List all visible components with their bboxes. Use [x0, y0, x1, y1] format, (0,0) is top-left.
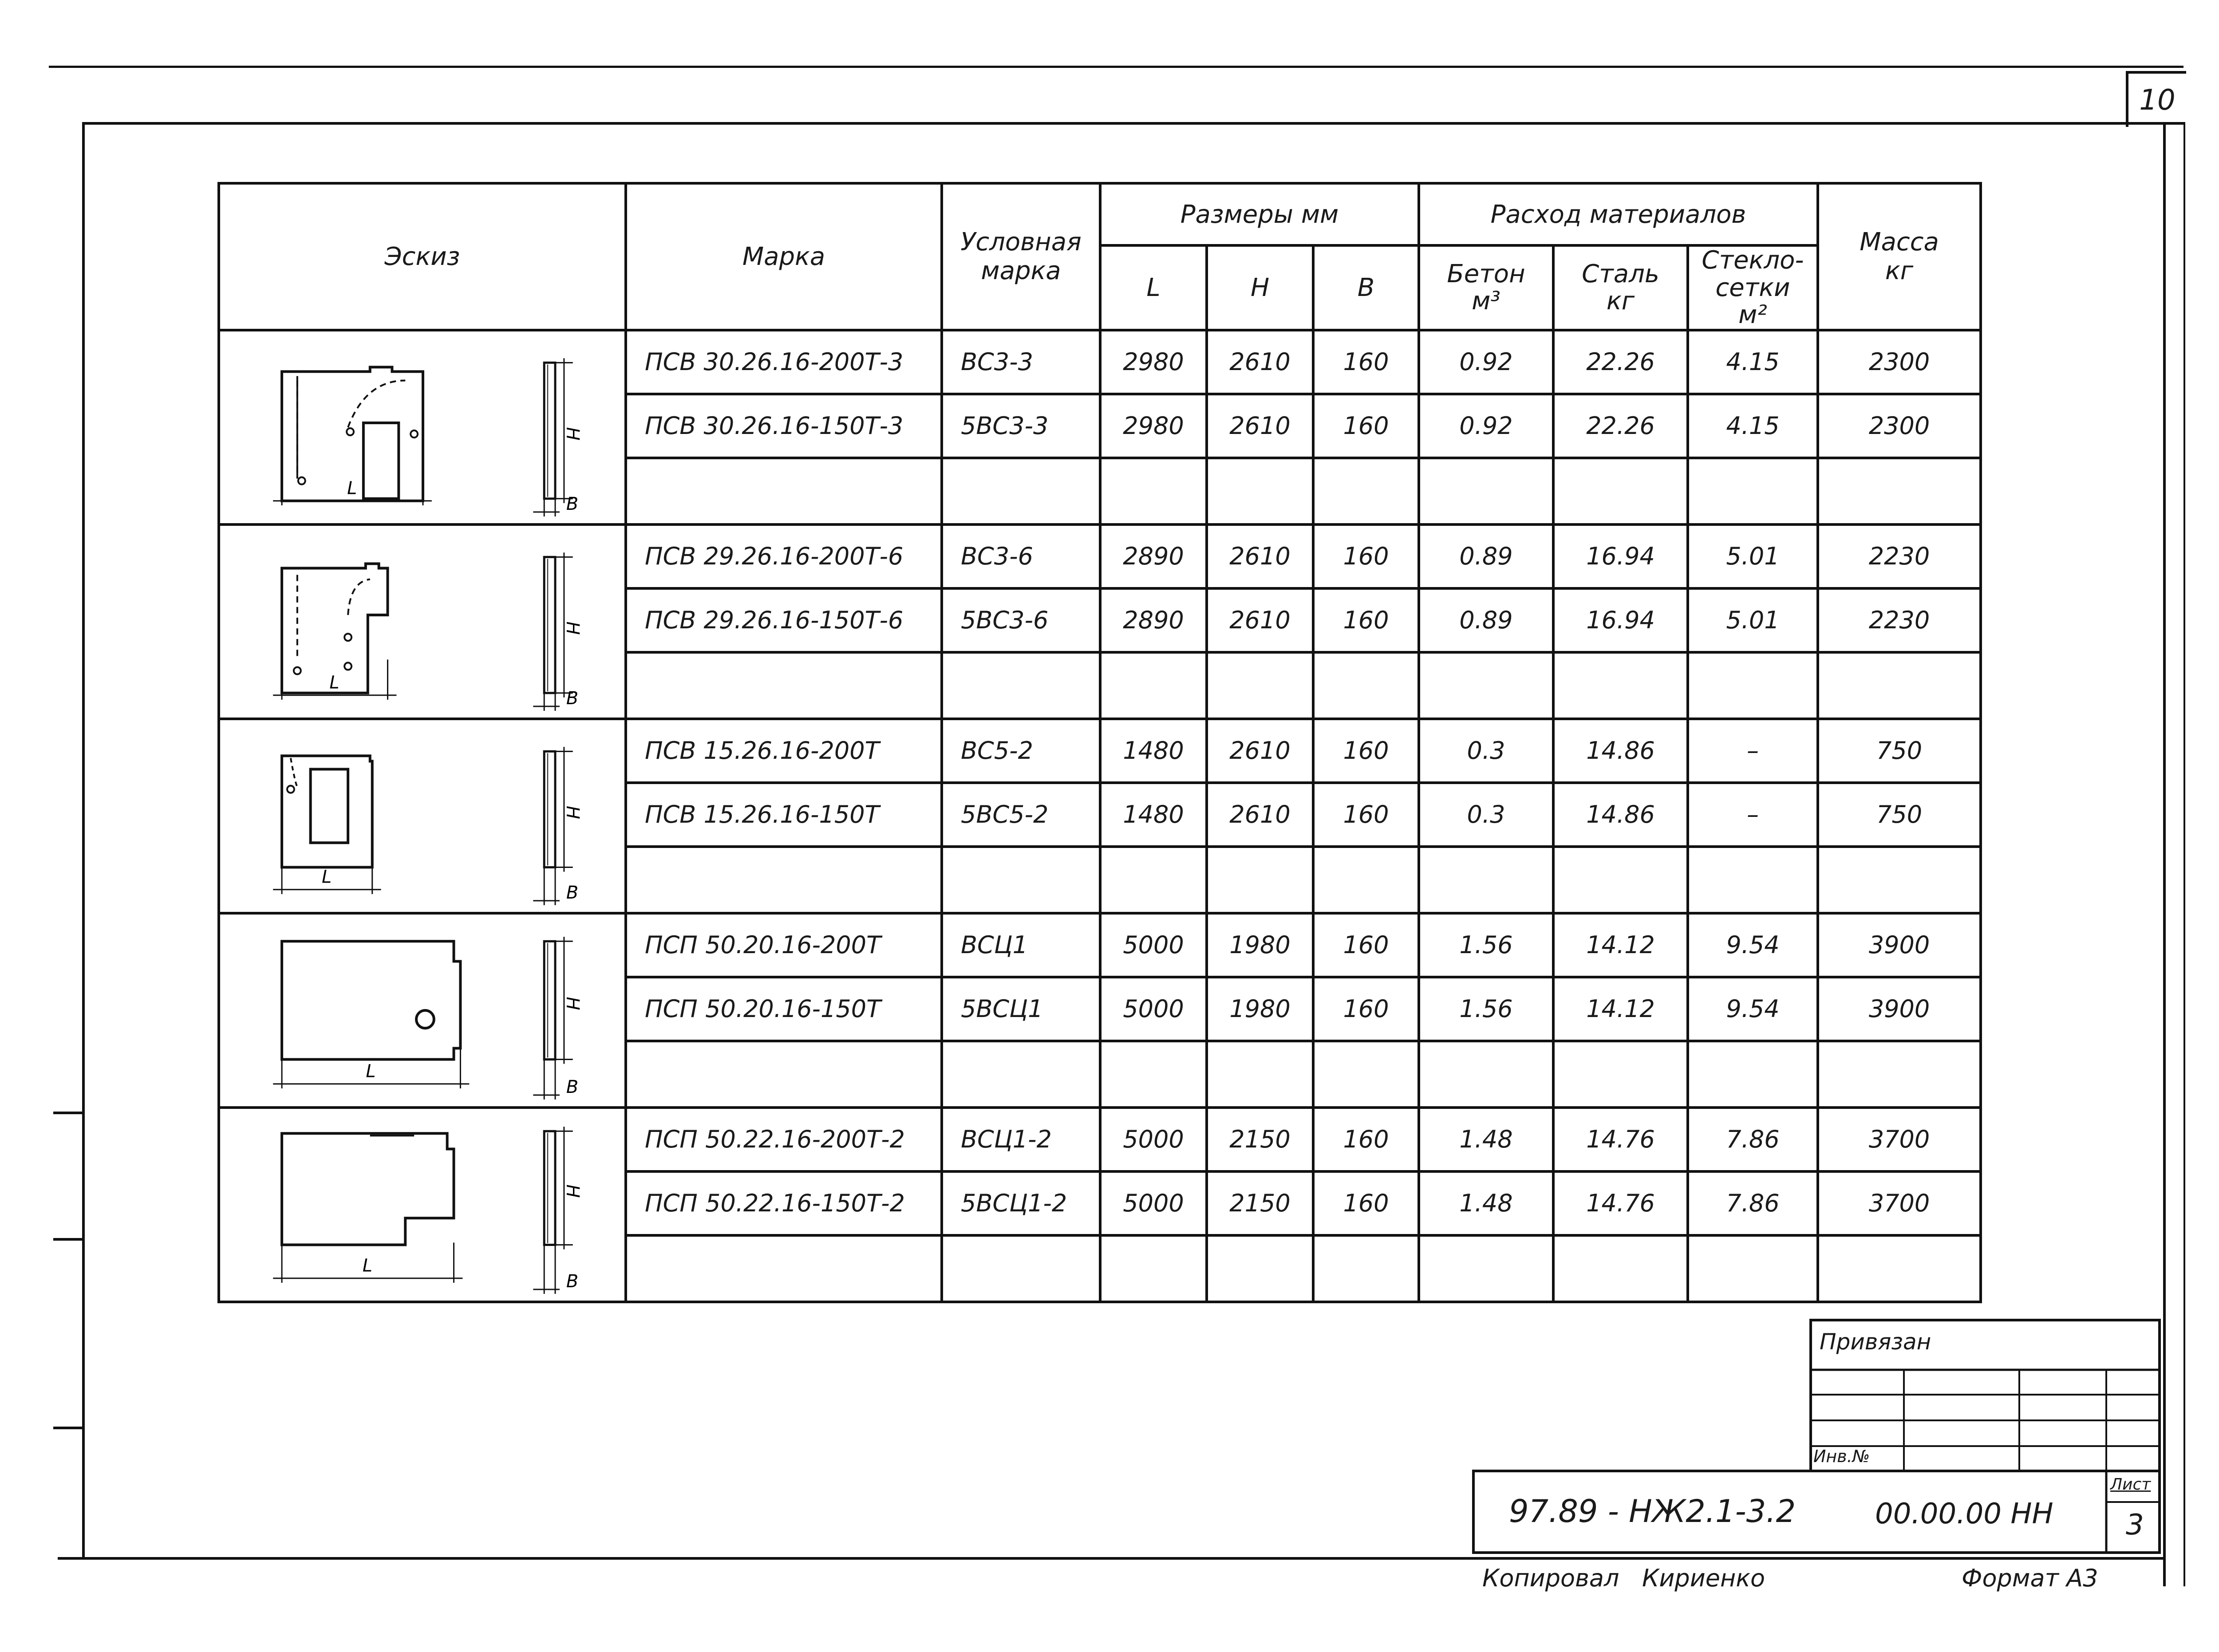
empty-cell — [1313, 847, 1419, 913]
empty-cell — [942, 652, 1100, 719]
empty-cell — [626, 1041, 942, 1108]
empty-cell — [1100, 652, 1207, 719]
top-edge-line — [49, 66, 2183, 68]
mark-cell: ПСВ 15.26.16-200Т — [626, 719, 942, 783]
empty-cell — [1419, 652, 1553, 719]
b-cell: 160 — [1313, 913, 1419, 977]
empty-cell — [1553, 1041, 1688, 1108]
mesh-cell: 9.54 — [1688, 977, 1818, 1041]
sketch-cell — [219, 524, 626, 719]
steel-cell: 14.86 — [1553, 783, 1688, 847]
l-cell: 2980 — [1100, 330, 1207, 394]
empty-cell — [1207, 652, 1313, 719]
table-row — [219, 1108, 1981, 1171]
stamp-doc-code: 97.89 - НЖ2.1-3.2 — [1509, 1493, 1796, 1530]
cond-cell: ВСЦ1 — [942, 913, 1100, 977]
sketch-label-b: B — [566, 493, 579, 514]
empty-cell — [1207, 1041, 1313, 1108]
empty-cell — [1313, 652, 1419, 719]
steel-cell: 14.12 — [1553, 977, 1688, 1041]
stamp-sheet-label: Лист — [2110, 1475, 2151, 1494]
mark-cell: ПСВ 30.26.16-150Т-3 — [626, 394, 942, 458]
header-materials: Расход материалов — [1419, 183, 1818, 245]
sketch-label-l: L — [366, 1061, 376, 1082]
empty-cell — [1100, 458, 1207, 524]
concrete-cell: 1.56 — [1419, 913, 1553, 977]
sketch-label-l: L — [321, 867, 332, 887]
cond-cell: ВС3-6 — [942, 524, 1100, 588]
empty-cell — [1688, 652, 1818, 719]
table-row — [219, 913, 1981, 977]
cond-cell: 5ВС3-3 — [942, 394, 1100, 458]
empty-cell — [1818, 652, 1981, 719]
steel-cell: 16.94 — [1553, 588, 1688, 652]
header-cond-mark: Условная марка — [942, 183, 1100, 330]
header-dim-b: B — [1313, 245, 1419, 330]
header-sketch: Эскиз — [219, 183, 626, 330]
empty-cell — [1207, 1235, 1313, 1302]
empty-cell — [1818, 458, 1981, 524]
l-cell: 5000 — [1100, 977, 1207, 1041]
steel-cell: 22.26 — [1553, 394, 1688, 458]
table-row — [219, 524, 1981, 588]
l-cell: 2890 — [1100, 588, 1207, 652]
sketch-label-h: H — [562, 621, 583, 635]
l-cell: 5000 — [1100, 913, 1207, 977]
empty-cell — [1553, 458, 1688, 524]
cond-cell: ВС5-2 — [942, 719, 1100, 783]
steel-cell: 14.76 — [1553, 1108, 1688, 1171]
b-cell: 160 — [1313, 330, 1419, 394]
concrete-cell: 0.3 — [1419, 719, 1553, 783]
l-cell: 2980 — [1100, 394, 1207, 458]
concrete-cell: 0.89 — [1419, 588, 1553, 652]
empty-cell — [942, 1041, 1100, 1108]
header-mark: Марка — [626, 183, 942, 330]
empty-cell — [1688, 1235, 1818, 1302]
empty-cell — [1553, 652, 1688, 719]
b-cell: 160 — [1313, 977, 1419, 1041]
cond-cell: 5ВСЦ1 — [942, 977, 1100, 1041]
margin-tick-1 — [53, 1112, 84, 1114]
empty-cell — [1313, 458, 1419, 524]
header-dim-h: H — [1207, 245, 1313, 330]
b-cell: 160 — [1313, 719, 1419, 783]
sketch-label-h: H — [562, 997, 583, 1010]
mark-cell: ПСП 50.22.16-200Т-2 — [626, 1108, 942, 1171]
empty-cell — [626, 1235, 942, 1302]
l-cell: 1480 — [1100, 783, 1207, 847]
mesh-cell: – — [1688, 783, 1818, 847]
mark-cell: ПСВ 15.26.16-150Т — [626, 783, 942, 847]
mass-cell: 750 — [1818, 719, 1981, 783]
sketch-label-l: L — [329, 672, 340, 693]
margin-tick-3 — [53, 1427, 84, 1429]
table-body — [219, 330, 1981, 1302]
empty-cell — [1818, 1235, 1981, 1302]
mesh-cell: 4.15 — [1688, 394, 1818, 458]
header-mass: Масса кг — [1818, 183, 1981, 330]
mass-cell: 750 — [1818, 783, 1981, 847]
stamp-inv: Инв.№ — [1813, 1447, 1870, 1466]
empty-cell — [1313, 1235, 1419, 1302]
h-cell: 2610 — [1207, 524, 1313, 588]
steel-cell: 14.76 — [1553, 1171, 1688, 1235]
frame-top — [82, 122, 2183, 125]
sketch-cell — [219, 330, 626, 524]
empty-cell — [1419, 847, 1553, 913]
h-cell: 2150 — [1207, 1108, 1313, 1171]
frame-right — [2163, 122, 2166, 1586]
empty-cell — [1419, 458, 1553, 524]
l-cell: 5000 — [1100, 1108, 1207, 1171]
mark-cell: ПСП 50.20.16-200Т — [626, 913, 942, 977]
mass-cell: 2230 — [1818, 588, 1981, 652]
h-cell: 2610 — [1207, 330, 1313, 394]
steel-cell: 14.86 — [1553, 719, 1688, 783]
cond-cell: 5ВС3-6 — [942, 588, 1100, 652]
stamp-sheet: 3 — [2126, 1509, 2144, 1542]
mesh-cell: 7.86 — [1688, 1108, 1818, 1171]
sketch-label-l: L — [347, 478, 357, 499]
mesh-cell: – — [1688, 719, 1818, 783]
footer-copied: Копировал — [1482, 1564, 1619, 1592]
empty-cell — [1688, 1041, 1818, 1108]
mass-cell: 2300 — [1818, 330, 1981, 394]
table-row — [219, 719, 1981, 783]
header-steel: Сталь кг — [1553, 245, 1688, 330]
empty-cell — [1419, 1041, 1553, 1108]
concrete-cell: 1.48 — [1419, 1171, 1553, 1235]
b-cell: 160 — [1313, 1108, 1419, 1171]
stamp-linked: Привязан — [1820, 1329, 1931, 1355]
l-cell: 2890 — [1100, 524, 1207, 588]
sheet-number-box — [2126, 71, 2186, 127]
sketch-cell — [219, 913, 626, 1108]
b-cell: 160 — [1313, 1171, 1419, 1235]
element-sketch — [220, 331, 624, 523]
mark-cell: ПСП 50.22.16-150Т-2 — [626, 1171, 942, 1235]
cond-cell: 5ВС5-2 — [942, 783, 1100, 847]
mass-cell: 2300 — [1818, 394, 1981, 458]
header-concrete: Бетон м³ — [1419, 245, 1553, 330]
empty-cell — [1100, 847, 1207, 913]
mesh-cell: 9.54 — [1688, 913, 1818, 977]
concrete-cell: 1.56 — [1419, 977, 1553, 1041]
sketch-label-b: B — [566, 688, 579, 709]
sketch-label-h: H — [562, 1184, 583, 1198]
empty-cell — [1553, 1235, 1688, 1302]
empty-cell — [942, 458, 1100, 524]
mesh-cell: 4.15 — [1688, 330, 1818, 394]
specification-table — [217, 182, 1979, 1298]
empty-cell — [1100, 1041, 1207, 1108]
h-cell: 2150 — [1207, 1171, 1313, 1235]
h-cell: 2610 — [1207, 394, 1313, 458]
concrete-cell: 0.3 — [1419, 783, 1553, 847]
empty-cell — [1688, 847, 1818, 913]
empty-cell — [942, 1235, 1100, 1302]
empty-cell — [1818, 1041, 1981, 1108]
element-sketch — [220, 1109, 624, 1301]
element-sketch — [220, 720, 624, 912]
table-row — [219, 330, 1981, 394]
cond-cell: ВСЦ1-2 — [942, 1108, 1100, 1171]
sketch-label-b: B — [566, 882, 579, 903]
element-sketch — [220, 915, 624, 1106]
sketch-label-b: B — [566, 1076, 579, 1097]
empty-cell — [626, 458, 942, 524]
sketch-label-b: B — [566, 1271, 579, 1292]
empty-cell — [1313, 1041, 1419, 1108]
h-cell: 2610 — [1207, 719, 1313, 783]
mass-cell: 3700 — [1818, 1171, 1981, 1235]
margin-tick-2 — [53, 1238, 84, 1241]
h-cell: 2610 — [1207, 783, 1313, 847]
b-cell: 160 — [1313, 524, 1419, 588]
element-sketch — [220, 526, 624, 718]
empty-cell — [1688, 458, 1818, 524]
empty-cell — [626, 847, 942, 913]
stamp-doc-number: 00.00.00 НН — [1875, 1498, 2053, 1530]
footer-copier: Кириенко — [1642, 1564, 1765, 1592]
cond-cell: ВС3-3 — [942, 330, 1100, 394]
b-cell: 160 — [1313, 783, 1419, 847]
mass-cell: 3900 — [1818, 977, 1981, 1041]
concrete-cell: 0.92 — [1419, 330, 1553, 394]
footer-format: Формат А3 — [1962, 1564, 2098, 1592]
mark-cell: ПСВ 29.26.16-200Т-6 — [626, 524, 942, 588]
frame-left — [82, 122, 85, 1560]
header-dimensions: Размеры мм — [1100, 183, 1419, 245]
concrete-cell: 0.89 — [1419, 524, 1553, 588]
empty-cell — [1818, 847, 1981, 913]
concrete-cell: 1.48 — [1419, 1108, 1553, 1171]
h-cell: 1980 — [1207, 913, 1313, 977]
l-cell: 5000 — [1100, 1171, 1207, 1235]
empty-cell — [1553, 847, 1688, 913]
frame-bottom — [58, 1557, 2166, 1560]
steel-cell: 22.26 — [1553, 330, 1688, 394]
steel-cell: 16.94 — [1553, 524, 1688, 588]
sketch-label-h: H — [562, 805, 583, 819]
sheet-number: 10 — [2139, 84, 2176, 117]
sketch-label-h: H — [562, 427, 583, 441]
empty-cell — [1100, 1235, 1207, 1302]
h-cell: 1980 — [1207, 977, 1313, 1041]
mesh-cell: 5.01 — [1688, 588, 1818, 652]
steel-cell: 14.12 — [1553, 913, 1688, 977]
sketch-cell — [219, 1108, 626, 1302]
header-mesh: Стекло-сетки м² — [1688, 245, 1818, 330]
frame-right-outer — [2183, 122, 2185, 1586]
l-cell: 1480 — [1100, 719, 1207, 783]
empty-cell — [626, 652, 942, 719]
mass-cell: 3900 — [1818, 913, 1981, 977]
cond-cell: 5ВСЦ1-2 — [942, 1171, 1100, 1235]
mark-cell: ПСП 50.20.16-150Т — [626, 977, 942, 1041]
mark-cell: ПСВ 30.26.16-200Т-3 — [626, 330, 942, 394]
empty-cell — [1207, 847, 1313, 913]
mass-cell: 2230 — [1818, 524, 1981, 588]
mass-cell: 3700 — [1818, 1108, 1981, 1171]
empty-cell — [942, 847, 1100, 913]
concrete-cell: 0.92 — [1419, 394, 1553, 458]
empty-cell — [1207, 458, 1313, 524]
empty-cell — [1419, 1235, 1553, 1302]
mesh-cell: 7.86 — [1688, 1171, 1818, 1235]
sketch-label-l: L — [362, 1255, 373, 1276]
b-cell: 160 — [1313, 394, 1419, 458]
b-cell: 160 — [1313, 588, 1419, 652]
header-dim-l: L — [1100, 245, 1207, 330]
mark-cell: ПСВ 29.26.16-150Т-6 — [626, 588, 942, 652]
sketch-cell — [219, 719, 626, 913]
mesh-cell: 5.01 — [1688, 524, 1818, 588]
h-cell: 2610 — [1207, 588, 1313, 652]
